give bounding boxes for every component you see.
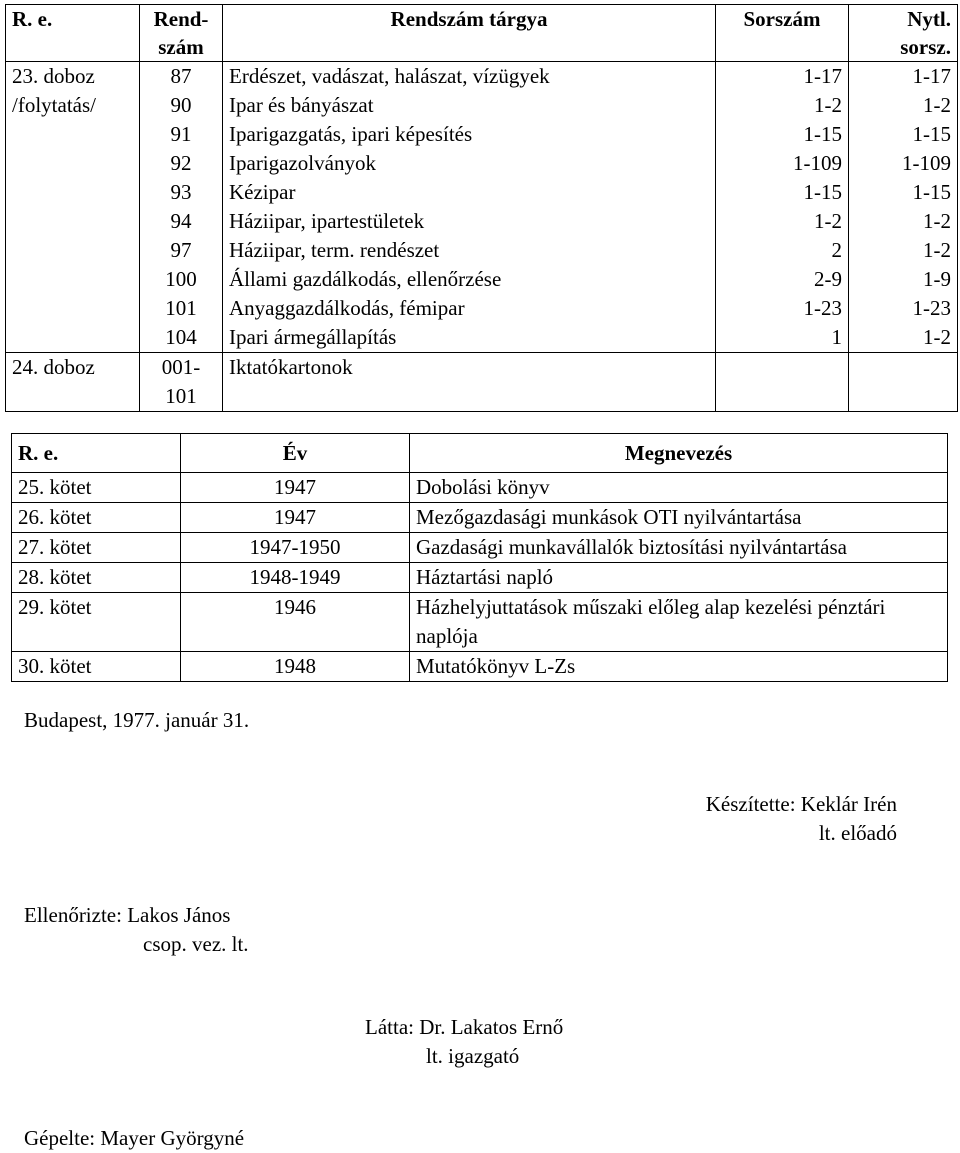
- table-row: [12, 593, 948, 652]
- prepared-by: Készítette: Keklár Irén: [705, 792, 897, 816]
- table-row: [12, 503, 948, 533]
- record-serial: 1-17: [716, 62, 849, 92]
- volume-unit: 28. kötet: [12, 563, 181, 593]
- record-serial: 1-23: [716, 294, 849, 323]
- record-subject: Háziipar, term. rendészet: [223, 236, 716, 265]
- volume-title: Mezőgazdasági munkások OTI nyilvántartása: [410, 503, 948, 533]
- record-subject: Iktatókartonok: [223, 353, 716, 412]
- table-row: [6, 323, 958, 353]
- place-date: Budapest, 1977. január 31.: [24, 708, 250, 732]
- record-number: [140, 353, 223, 412]
- record-subject: Háziipar, ipartestületek: [223, 207, 716, 236]
- volume-unit: 25. kötet: [12, 473, 181, 503]
- record-number-line1: 001-: [161, 355, 201, 379]
- volume-unit: 29. kötet: [12, 593, 181, 652]
- group-box-23: [6, 62, 958, 353]
- table-row: [6, 62, 958, 92]
- record-subject: Kézipar: [223, 178, 716, 207]
- table-row: [6, 149, 958, 178]
- box-label: [6, 207, 140, 236]
- record-subject: Ipar és bányászat: [223, 91, 716, 120]
- box-label: /folytatás/: [6, 91, 140, 120]
- volume-year: 1948-1949: [181, 563, 410, 593]
- record-number: 101: [140, 294, 223, 323]
- record-number: 91: [140, 120, 223, 149]
- box-label: [6, 178, 140, 207]
- header-subject: Rendszám tárgya: [223, 5, 716, 62]
- record-number: 94: [140, 207, 223, 236]
- seen-by: Látta: Dr. Lakatos Ernő: [365, 1015, 564, 1039]
- record-subject: Iparigazolványok: [223, 149, 716, 178]
- record-number-line2: 101: [165, 384, 197, 408]
- box-label: [6, 294, 140, 323]
- volume-title: Dobolási könyv: [410, 473, 948, 503]
- volume-unit: 26. kötet: [12, 503, 181, 533]
- table-row: [6, 207, 958, 236]
- record-number: 100: [140, 265, 223, 294]
- table-row: [6, 294, 958, 323]
- header-title: Megnevezés: [410, 434, 948, 473]
- record-number: 97: [140, 236, 223, 265]
- record-number: 87: [140, 62, 223, 92]
- box-label: 23. doboz: [6, 62, 140, 92]
- volume-year: 1947: [181, 503, 410, 533]
- typed-by: Gépelte: Mayer Györgyné: [24, 1126, 245, 1150]
- checked-role: csop. vez. lt.: [143, 932, 249, 956]
- record-number: 90: [140, 91, 223, 120]
- record-serial: 1-2: [716, 91, 849, 120]
- inventory-table: [5, 4, 958, 412]
- record-register: 1-17: [849, 62, 958, 92]
- volumes-body: [12, 473, 948, 682]
- header-year: Év: [181, 434, 410, 473]
- seen-role: lt. igazgató: [426, 1044, 520, 1068]
- record-register: 1-9: [849, 265, 958, 294]
- record-serial: 2-9: [716, 265, 849, 294]
- table-row: [6, 265, 958, 294]
- header-record-number-line2: szám: [158, 35, 204, 59]
- record-number: 104: [140, 323, 223, 353]
- record-register: [849, 353, 958, 412]
- record-serial: 1-109: [716, 149, 849, 178]
- table-row: [6, 91, 958, 120]
- header-register-serial-line2: sorsz.: [900, 35, 951, 59]
- header-serial: Sorszám: [716, 5, 849, 62]
- box-label: [6, 149, 140, 178]
- box-label: [6, 120, 140, 149]
- header-register-serial-line1: Nytl.: [907, 7, 951, 31]
- box-label: [6, 323, 140, 353]
- checked-by: Ellenőrizte: Lakos János: [24, 903, 231, 927]
- group-box-24: [6, 353, 958, 412]
- header-record-number-line1: Rend-: [153, 7, 209, 31]
- box-label: 24. doboz: [6, 353, 140, 412]
- table-row: [12, 563, 948, 593]
- volume-title: Mutatókönyv L-Zs: [410, 652, 948, 682]
- record-serial: 2: [716, 236, 849, 265]
- table-row: [12, 652, 948, 682]
- record-subject: Anyaggazdálkodás, fémipar: [223, 294, 716, 323]
- record-number: 92: [140, 149, 223, 178]
- volume-year: 1947: [181, 473, 410, 503]
- record-register: 1-2: [849, 91, 958, 120]
- volume-unit: 30. kötet: [12, 652, 181, 682]
- table-row: [6, 178, 958, 207]
- volume-title: Háztartási napló: [410, 563, 948, 593]
- header-record-number: [140, 5, 223, 62]
- record-serial: [716, 353, 849, 412]
- record-register: 1-2: [849, 207, 958, 236]
- volumes-header-row: [12, 434, 948, 473]
- inventory-header-row: [6, 5, 958, 62]
- prepared-role: lt. előadó: [818, 821, 897, 845]
- record-serial: 1-2: [716, 207, 849, 236]
- volume-title: Gazdasági munkavállalók biztosítási nyilvántartása: [410, 533, 948, 563]
- table-row: [6, 236, 958, 265]
- header-unit: R. e.: [6, 5, 140, 62]
- record-register: 1-23: [849, 294, 958, 323]
- volume-title: Házhelyjuttatások műszaki előleg alap kezelési pénztári naplója: [410, 593, 948, 652]
- table-row: [12, 473, 948, 503]
- record-serial: 1-15: [716, 178, 849, 207]
- record-subject: Állami gazdálkodás, ellenőrzése: [223, 265, 716, 294]
- volume-year: 1948: [181, 652, 410, 682]
- record-number: 93: [140, 178, 223, 207]
- header-register-serial: [849, 5, 958, 62]
- record-register: 1-15: [849, 178, 958, 207]
- record-serial: 1-15: [716, 120, 849, 149]
- record-register: 1-15: [849, 120, 958, 149]
- record-subject: Ipari ármegállapítás: [223, 323, 716, 353]
- record-subject: Erdészet, vadászat, halászat, vízügyek: [223, 62, 716, 92]
- box-label: [6, 236, 140, 265]
- table-row: [12, 533, 948, 563]
- record-register: 1-2: [849, 236, 958, 265]
- record-subject: Iparigazgatás, ipari képesítés: [223, 120, 716, 149]
- record-serial: 1: [716, 323, 849, 353]
- table-row: [6, 120, 958, 149]
- volume-year: 1946: [181, 593, 410, 652]
- record-register: 1-2: [849, 323, 958, 353]
- header-unit: R. e.: [12, 434, 181, 473]
- box-label: [6, 265, 140, 294]
- volume-unit: 27. kötet: [12, 533, 181, 563]
- record-register: 1-109: [849, 149, 958, 178]
- table-row: [6, 353, 958, 412]
- volumes-table: [11, 433, 948, 682]
- volume-year: 1947-1950: [181, 533, 410, 563]
